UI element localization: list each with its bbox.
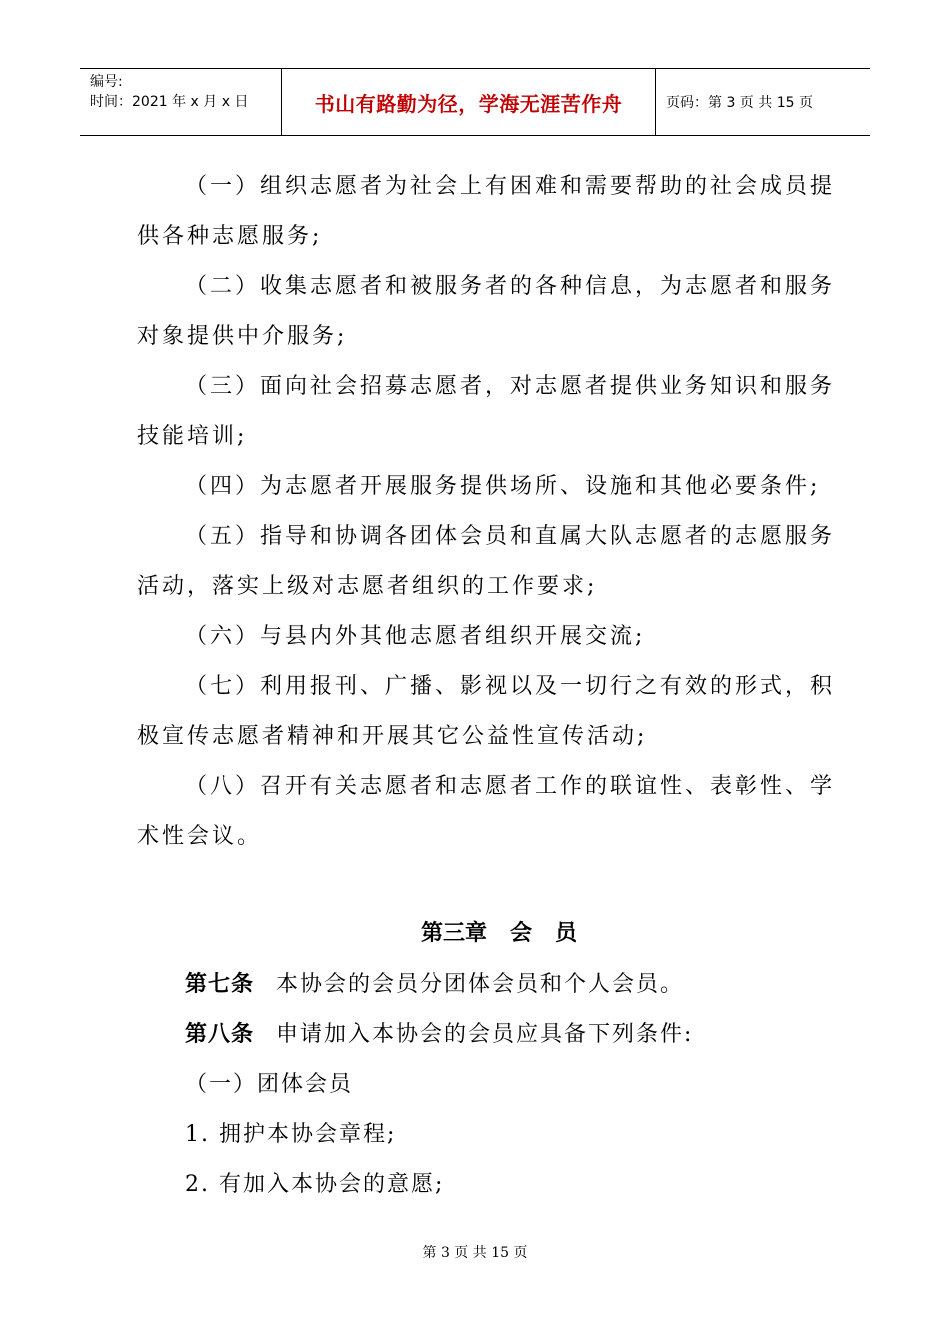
document-number-label: 编号:: [90, 74, 123, 90]
paragraph-line: （七）利用报刊、广播、影视以及一切行之有效的形式，积: [185, 674, 836, 699]
list-item: （一）团体会员: [185, 1072, 354, 1097]
header-motto: 书山有路勤为径，学海无涯苦作舟: [314, 91, 623, 116]
article-label: 第八条: [185, 1022, 255, 1047]
paragraph-1: [137, 162, 836, 262]
list-item: 2. 有加入本协会的意愿;: [185, 1172, 445, 1197]
chapter-title: 第三章 会 员: [421, 921, 577, 946]
paragraph-5: [137, 512, 836, 612]
page-header: [80, 68, 870, 136]
header-meta-cell: [80, 69, 282, 135]
paragraph-line: 活动，落实上级对志愿者组织的工作要求;: [137, 574, 598, 599]
paragraph-line: 技能培训;: [137, 424, 248, 449]
paragraph-2: [137, 262, 836, 362]
paragraph-line: （二）收集志愿者和被服务者的各种信息，为志愿者和服务: [185, 274, 836, 299]
list-item: 1. 拥护本协会章程;: [185, 1122, 397, 1147]
paragraph-line: （八）召开有关志愿者和志愿者工作的联谊性、表彰性、学: [185, 774, 836, 799]
header-motto-cell: [282, 69, 656, 135]
paragraph-line: （四）为志愿者开展服务提供场所、设施和其他必要条件;: [185, 474, 821, 499]
paragraph-line: （一）组织志愿者为社会上有困难和需要帮助的社会成员提: [185, 174, 836, 199]
paragraph-4: [137, 462, 821, 512]
paragraph-line: （六）与县内外其他志愿者组织开展交流;: [185, 624, 646, 649]
paragraph-line: 供各种志愿服务;: [137, 224, 323, 249]
paragraph-line: （五）指导和协调各团体会员和直属大队志愿者的志愿服务: [185, 524, 836, 549]
paragraph-line: 极宣传志愿者精神和开展其它公益性宣传活动;: [137, 724, 648, 749]
paragraph-7: [137, 662, 836, 762]
paragraph-8: [137, 762, 836, 862]
article-7: [185, 960, 684, 1010]
article-label: 第七条: [185, 972, 255, 997]
paragraph-line: 对象提供中介服务;: [137, 324, 348, 349]
article-8: [185, 1010, 693, 1060]
document-time-label: 时间：2021 年 x 月 x 日: [90, 94, 249, 110]
paragraph-6: [137, 612, 817, 662]
paragraph-3: [137, 362, 836, 462]
paragraph-line: 术性会议。: [137, 824, 263, 849]
header-page-info: 页码：第 3 页 共 15 页: [666, 95, 813, 111]
header-page-cell: [656, 69, 870, 135]
article-text: 申请加入本协会的会员应具备下列条件:: [276, 1022, 694, 1047]
page-footer: 第 3 页 共 15 页: [422, 1245, 528, 1261]
article-text: 本协会的会员分团体会员和个人会员。: [276, 972, 685, 997]
paragraph-line: （三）面向社会招募志愿者，对志愿者提供业务知识和服务: [185, 374, 836, 399]
